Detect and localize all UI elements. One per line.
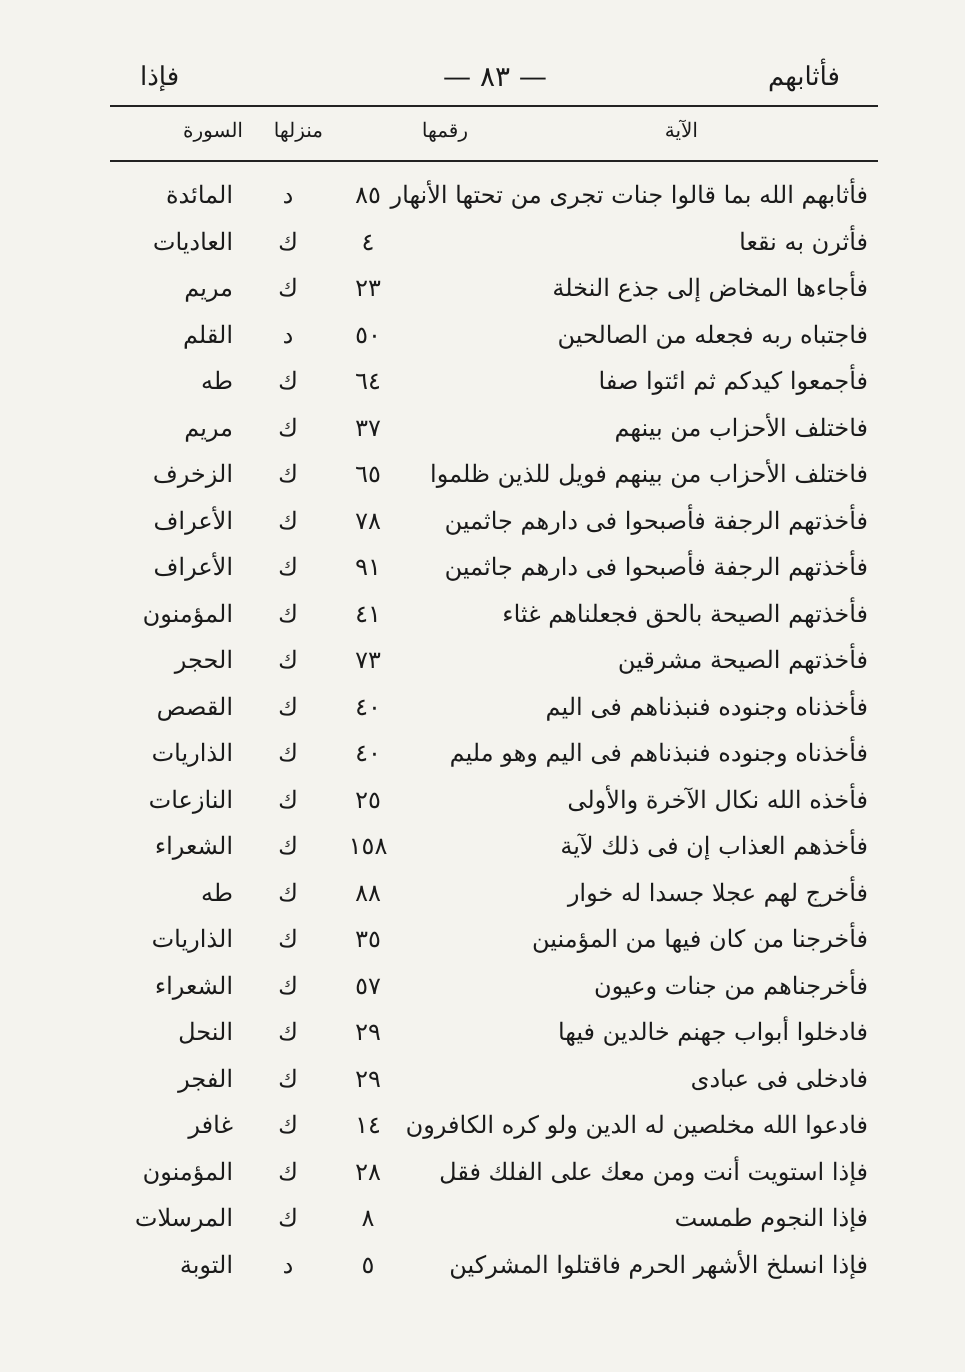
surah-name: المرسلات bbox=[134, 1204, 233, 1232]
table-row bbox=[110, 1198, 878, 1245]
verse-text: فإذا انسلخ الأشهر الحرم فاقتلوا المشركين bbox=[449, 1250, 868, 1279]
revelation-place: ك bbox=[278, 227, 298, 256]
surah-name: المؤمنون bbox=[142, 1157, 233, 1186]
verse-number: ٨٥ bbox=[355, 181, 381, 209]
revelation-place: ك bbox=[278, 785, 298, 814]
table-row bbox=[110, 222, 878, 269]
verse-text: فأخذتهم الرجفة فأصبحوا فى دارهم جاثمين bbox=[444, 506, 868, 535]
verse-text: فاختلف الأحزاب من بينهم فويل للذين ظلموا bbox=[430, 460, 868, 488]
verse-text: فأخرج لهم عجلا جسدا له خوار bbox=[567, 878, 868, 907]
verse-number: ٥ bbox=[361, 1250, 375, 1279]
column-header-surah: السورة bbox=[183, 118, 243, 142]
revelation-place: ك bbox=[278, 599, 298, 628]
column-header-number: رقمها bbox=[421, 118, 468, 142]
revelation-place: ك bbox=[278, 646, 298, 674]
running-head-first-entry: فأثابهم bbox=[767, 62, 840, 92]
verse-text: فإذا النجوم طمست bbox=[674, 1204, 868, 1232]
verse-number: ٢٩ bbox=[355, 1064, 381, 1093]
table-row bbox=[110, 1245, 878, 1292]
surah-name: طه bbox=[201, 878, 233, 907]
table-row bbox=[110, 175, 878, 222]
verse-number: ٢٨ bbox=[355, 1157, 381, 1186]
surah-name: الذاريات bbox=[151, 925, 233, 953]
table-row bbox=[110, 733, 878, 780]
verse-text: فاختلف الأحزاب من بينهم bbox=[614, 413, 868, 442]
revelation-place: ك bbox=[278, 413, 298, 442]
table-row bbox=[110, 408, 878, 455]
surah-name: العاديات bbox=[152, 227, 233, 256]
page-number: — ٨٣ — bbox=[443, 60, 547, 93]
table-row bbox=[110, 919, 878, 966]
verse-number: ٤٠ bbox=[355, 739, 381, 767]
table-row bbox=[110, 640, 878, 687]
verse-text: فأثابهم الله بما قالوا جنات تجرى من تحتها الأنهار bbox=[390, 181, 868, 209]
surah-name: القصص bbox=[156, 692, 233, 721]
surah-name: الشعراء bbox=[154, 832, 233, 860]
surah-name: التوبة bbox=[179, 1250, 233, 1279]
surah-name: الأعراف bbox=[153, 553, 233, 581]
verse-number: ٤١ bbox=[355, 599, 381, 628]
surah-name: مريم bbox=[184, 274, 233, 302]
table-row bbox=[110, 594, 878, 641]
verse-text: فإذا استويت أنت ومن معك على الفلك فقل bbox=[439, 1157, 868, 1186]
revelation-place: ك bbox=[278, 971, 298, 1000]
verse-text: فأخرجناهم من جنات وعيون bbox=[593, 971, 868, 1000]
table-row bbox=[110, 1152, 878, 1199]
revelation-place: ك bbox=[278, 739, 298, 767]
revelation-place: ك bbox=[278, 1157, 298, 1186]
surah-name: مريم bbox=[184, 413, 233, 442]
verse-number: ٤٠ bbox=[355, 692, 381, 721]
verse-text: فاجتباه ربه فجعله من الصالحين bbox=[557, 320, 868, 349]
surah-name: طه bbox=[201, 367, 233, 395]
table-row bbox=[110, 315, 878, 362]
verse-number: ١٤ bbox=[355, 1111, 381, 1139]
surah-name: الحجر bbox=[174, 646, 233, 674]
surah-name: المائدة bbox=[165, 181, 233, 209]
verse-number: ٤ bbox=[361, 227, 375, 256]
column-header-rule bbox=[110, 160, 878, 162]
surah-name: الزخرف bbox=[152, 460, 233, 488]
revelation-place: ك bbox=[278, 1018, 298, 1046]
table-row bbox=[110, 1059, 878, 1106]
table-row bbox=[110, 966, 878, 1013]
table-row bbox=[110, 1105, 878, 1152]
verse-text: فأجاءها المخاض إلى جذع النخلة bbox=[552, 274, 868, 302]
revelation-place: د bbox=[282, 181, 294, 209]
verse-number: ٦٥ bbox=[355, 460, 381, 488]
verse-text: فادخلوا أبواب جهنم خالدين فيها bbox=[557, 1018, 868, 1046]
table-row bbox=[110, 547, 878, 594]
index-table bbox=[110, 175, 878, 1291]
table-row bbox=[110, 826, 878, 873]
table-row bbox=[110, 1012, 878, 1059]
revelation-place: ك bbox=[278, 274, 298, 302]
verse-number: ٨ bbox=[361, 1204, 375, 1232]
revelation-place: ك bbox=[278, 367, 298, 395]
verse-text: فادعوا الله مخلصين له الدين ولو كره الكافرون bbox=[405, 1111, 868, 1139]
verse-text: فأخذناه وجنوده فنبذناهم فى اليم وهو مليم bbox=[449, 739, 868, 767]
verse-number: ٢٩ bbox=[355, 1018, 381, 1046]
verse-number: ٢٥ bbox=[355, 785, 381, 814]
verse-number: ٧٨ bbox=[355, 506, 381, 535]
revelation-place: ك bbox=[278, 553, 298, 581]
revelation-place: ك bbox=[278, 460, 298, 488]
surah-name: الشعراء bbox=[154, 971, 233, 1000]
revelation-place: ك bbox=[278, 692, 298, 721]
verse-text: فأثرن به نقعا bbox=[739, 227, 868, 256]
running-head-last-entry: فإذا bbox=[140, 62, 180, 92]
page-header bbox=[110, 58, 880, 102]
revelation-place: د bbox=[282, 1250, 294, 1279]
revelation-place: ك bbox=[278, 1064, 298, 1093]
verse-text: فأجمعوا كيدكم ثم ائتوا صفا bbox=[598, 367, 868, 395]
verse-text: فأخذتهم الصيحة مشرقين bbox=[617, 646, 868, 674]
verse-number: ٩١ bbox=[355, 553, 381, 581]
table-row bbox=[110, 454, 878, 501]
table-row bbox=[110, 687, 878, 734]
verse-number: ٧٣ bbox=[355, 646, 381, 674]
column-header-revelation: منزلها bbox=[273, 118, 323, 142]
table-row bbox=[110, 780, 878, 827]
table-row bbox=[110, 873, 878, 920]
verse-number: ١٥٨ bbox=[348, 832, 388, 860]
surah-name: الفجر bbox=[178, 1064, 233, 1093]
verse-number: ٨٨ bbox=[355, 878, 381, 907]
revelation-place: د bbox=[282, 320, 294, 349]
verse-number: ٦٤ bbox=[355, 367, 381, 395]
surah-name: المؤمنون bbox=[142, 599, 233, 628]
column-header-verse: الآية bbox=[664, 118, 698, 142]
verse-text: فادخلى فى عبادى bbox=[690, 1064, 868, 1093]
surah-name: غافر bbox=[188, 1111, 233, 1139]
verse-text: فأخذهم العذاب إن فى ذلك لآية bbox=[560, 832, 868, 860]
surah-name: القلم bbox=[182, 320, 233, 349]
surah-name: الذاريات bbox=[151, 739, 233, 767]
header-rule bbox=[110, 105, 878, 107]
surah-name: النحل bbox=[178, 1018, 233, 1046]
column-headers bbox=[110, 118, 878, 152]
verse-number: ٣٥ bbox=[355, 925, 381, 953]
verse-text: فأخذناه وجنوده فنبذناهم فى اليم bbox=[545, 692, 868, 721]
table-row bbox=[110, 361, 878, 408]
table-row bbox=[110, 268, 878, 315]
verse-text: فأخذه الله نكال الآخرة والأولى bbox=[567, 785, 868, 814]
revelation-place: ك bbox=[278, 878, 298, 907]
verse-number: ٥٠ bbox=[355, 320, 381, 349]
revelation-place: ك bbox=[278, 832, 298, 860]
verse-text: فأخذتهم الرجفة فأصبحوا فى دارهم جاثمين bbox=[444, 553, 868, 581]
revelation-place: ك bbox=[278, 1111, 298, 1139]
revelation-place: ك bbox=[278, 1204, 298, 1232]
surah-name: النازعات bbox=[148, 785, 233, 814]
verse-number: ٢٣ bbox=[355, 274, 381, 302]
verse-number: ٥٧ bbox=[355, 971, 381, 1000]
table-row bbox=[110, 501, 878, 548]
verse-text: فأخرجنا من كان فيها من المؤمنين bbox=[532, 925, 868, 953]
revelation-place: ك bbox=[278, 506, 298, 535]
verse-text: فأخذتهم الصيحة بالحق فجعلناهم غثاء bbox=[502, 599, 868, 628]
surah-name: الأعراف bbox=[153, 506, 233, 535]
verse-number: ٣٧ bbox=[355, 413, 381, 442]
revelation-place: ك bbox=[278, 925, 298, 953]
